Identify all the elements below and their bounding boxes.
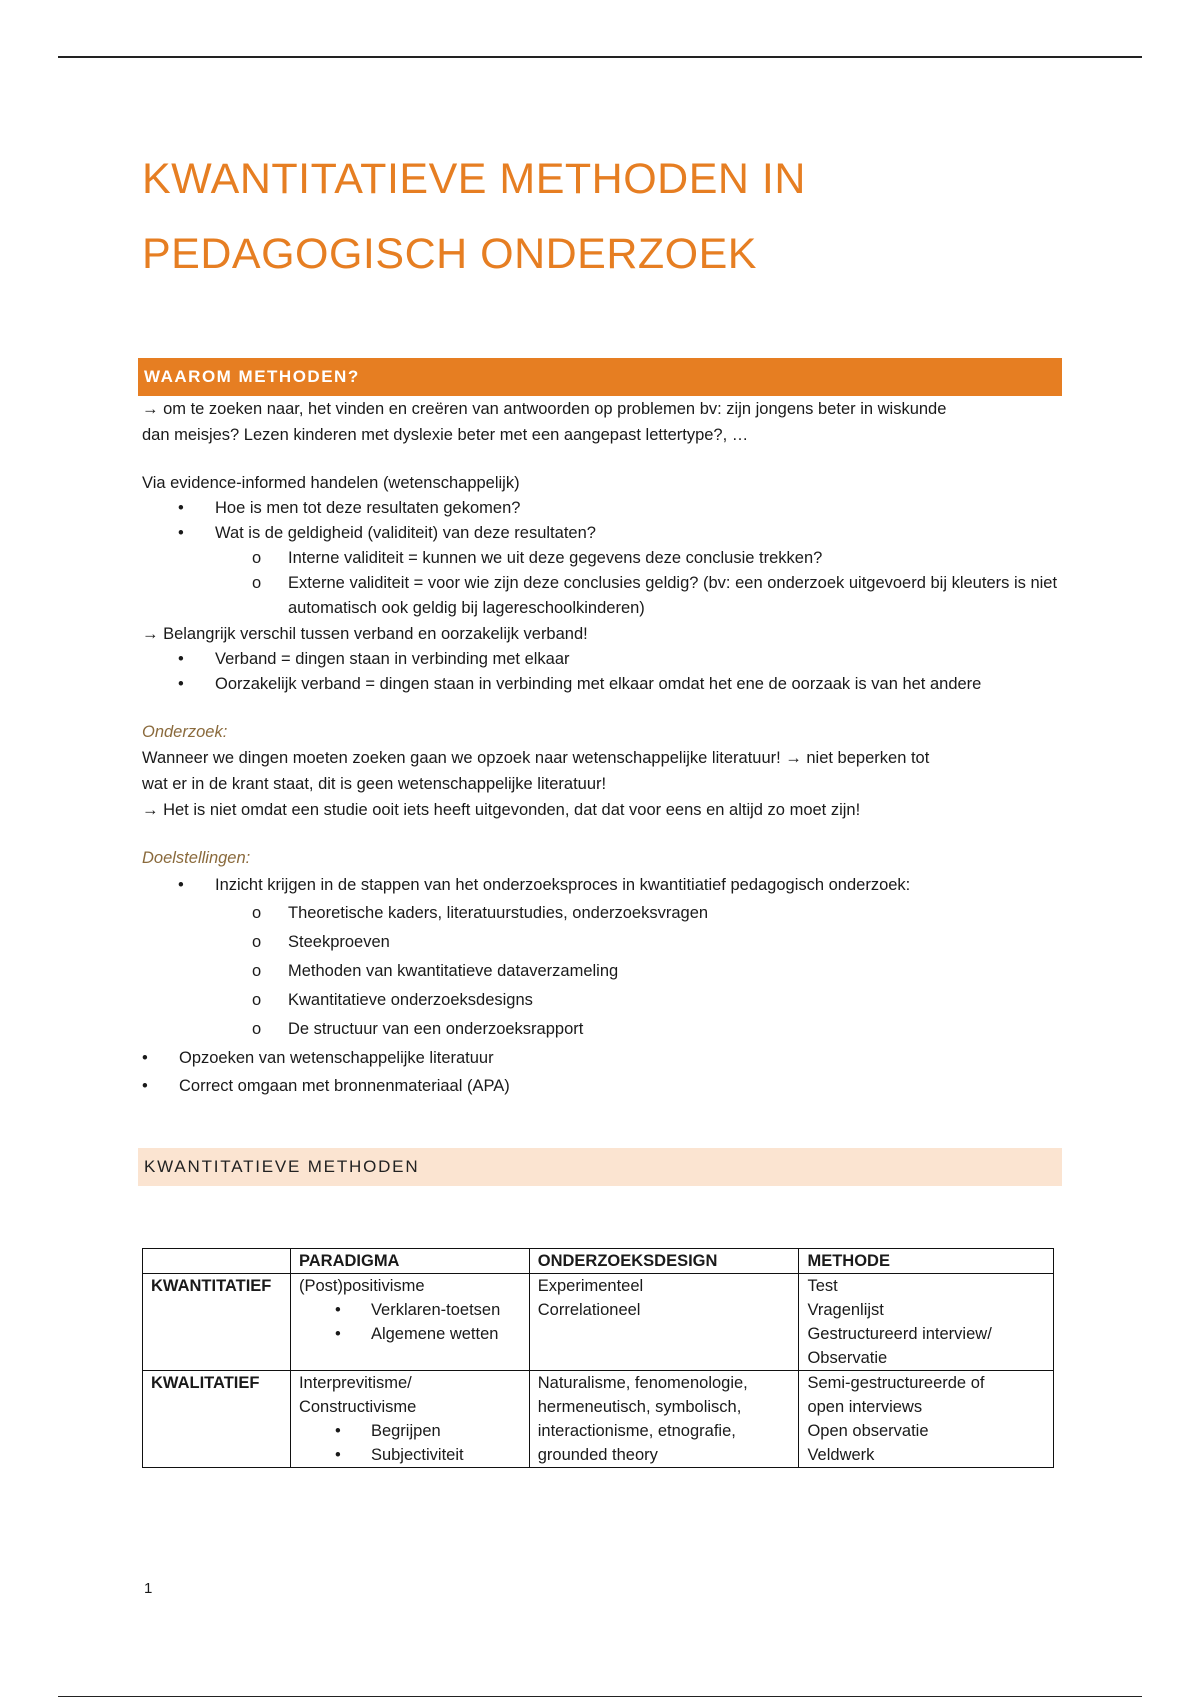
list-item: • Subjectiviteit xyxy=(299,1443,521,1467)
spacer xyxy=(142,697,1062,719)
cell-line: Semi-gestructureerde of xyxy=(807,1374,985,1392)
list-item: • Algemene wetten xyxy=(299,1322,521,1346)
table-header-row xyxy=(143,1249,1054,1274)
title-line-1: KWANTITATIEVE METHODEN IN xyxy=(142,155,806,203)
evidence-list xyxy=(142,496,1062,546)
cell-line: Constructivisme xyxy=(298,1398,417,1416)
list-item: o Theoretische kaders, literatuurstudies, onderzoeksvragen xyxy=(142,899,1062,928)
goals-subheading: Doelstellingen: xyxy=(142,849,251,867)
list-item: o Externe validiteit = voor wie zijn deze conclusies geldig? (bv: een onderzoek uitgevoerd bij kleuters is niet automatisch ook geldig bij lagereschoolkinderen) xyxy=(142,571,1062,621)
paradigm-bullets xyxy=(299,1298,521,1346)
cell-line: Interprevitisme/ xyxy=(298,1374,412,1392)
goals-extra-list xyxy=(142,1044,1062,1100)
section-heading-waarom-methoden: WAAROM METHODEN? xyxy=(138,358,1062,396)
list-item: • Begrijpen xyxy=(299,1419,521,1443)
spacer xyxy=(142,823,1062,845)
list-item: • Oorzakelijk verband = dingen staan in verbinding met elkaar omdat het ene de oorzaak is van het andere xyxy=(142,672,1062,697)
paradigm-bullets xyxy=(299,1419,521,1467)
spacer xyxy=(142,448,1062,470)
cell-line: grounded theory xyxy=(537,1446,658,1464)
methods-table xyxy=(142,1248,1054,1468)
list-item: • Verklaren-toetsen xyxy=(299,1298,521,1322)
table-row xyxy=(143,1371,1054,1468)
list-item: o Methoden van kwantitatieve dataverzameling xyxy=(142,957,1062,986)
goals-sublist xyxy=(142,899,1062,1044)
page-title xyxy=(142,142,1042,292)
table-header-cell: METHODE xyxy=(799,1249,1054,1274)
cell-line: (Post)positivisme xyxy=(298,1277,425,1295)
design-cell xyxy=(529,1274,799,1371)
table-header-cell xyxy=(143,1249,291,1274)
list-item: • Verband = dingen staan in verbinding met elkaar xyxy=(142,647,1062,672)
validity-list xyxy=(142,546,1062,621)
list-item: • Wat is de geldigheid (validiteit) van deze resultaten? xyxy=(142,521,1062,546)
list-item: • Inzicht krijgen in de stappen van het onderzoeksproces in kwantitiatief pedagogisch onderzoek: xyxy=(142,871,1062,899)
cell-line: open interviews xyxy=(807,1398,923,1416)
table-header-cell: ONDERZOEKSDESIGN xyxy=(529,1249,799,1274)
cell-line: hermeneutisch, symbolisch, xyxy=(537,1398,742,1416)
list-item: o Interne validiteit = kunnen we uit deze gegevens deze conclusie trekken? xyxy=(142,546,1062,571)
research-line-1: Wanneer we dingen moeten zoeken gaan we opzoek naar wetenschappelijke literatuur! → niet beperken tot xyxy=(142,749,930,767)
cell-line: Vragenlijst xyxy=(807,1301,884,1319)
design-cell xyxy=(529,1371,799,1468)
cell-line: interactionisme, etnografie, xyxy=(537,1422,736,1440)
research-subheading: Onderzoek: xyxy=(142,723,228,741)
title-line-2: PEDAGOGISCH ONDERZOEK xyxy=(142,230,757,278)
method-cell xyxy=(799,1274,1054,1371)
spacer xyxy=(142,1186,1062,1248)
list-item: • Hoe is men tot deze resultaten gekomen? xyxy=(142,496,1062,521)
intro-line-2: dan meisjes? Lezen kinderen met dyslexie beter met een aangepast lettertype?, … xyxy=(142,426,749,444)
cell-line: Observatie xyxy=(807,1349,888,1367)
difference-list xyxy=(142,647,1062,697)
paradigm-cell xyxy=(290,1274,529,1371)
document-body xyxy=(142,358,1062,1468)
method-cell xyxy=(799,1371,1054,1468)
list-item: o De structuur van een onderzoeksrapport xyxy=(142,1015,1062,1044)
cell-line: Veldwerk xyxy=(807,1446,875,1464)
list-item: • Correct omgaan met bronnenmateriaal (APA) xyxy=(142,1072,1062,1100)
cell-line: Test xyxy=(807,1277,838,1295)
research-line-2: wat er in de krant staat, dit is geen wetenschappelijke literatuur! xyxy=(142,775,607,793)
top-rule xyxy=(58,56,1142,58)
section-heading-kwantitatieve-methoden: KWANTITATIEVE METHODEN xyxy=(138,1148,1062,1186)
evidence-intro: Via evidence-informed handelen (wetenschappelijk) xyxy=(142,474,520,492)
cell-line: Gestructureerd interview/ xyxy=(807,1325,992,1343)
research-line-3: → Het is niet omdat een studie ooit iets heeft uitgevonden, dat dat voor eens en altijd zo moet zijn! xyxy=(142,801,861,819)
cell-line: Open observatie xyxy=(807,1422,929,1440)
table-header-cell: PARADIGMA xyxy=(290,1249,529,1274)
cell-line: Naturalisme, fenomenologie, xyxy=(537,1374,748,1392)
row-label: KWANTITATIEF xyxy=(143,1274,291,1371)
bottom-rule xyxy=(58,1696,1142,1697)
spacer xyxy=(142,1100,1062,1148)
row-label: KWALITATIEF xyxy=(143,1371,291,1468)
list-item: o Kwantitatieve onderzoeksdesigns xyxy=(142,986,1062,1015)
list-item: o Steekproeven xyxy=(142,928,1062,957)
goals-list xyxy=(142,871,1062,899)
intro-line-1: → om te zoeken naar, het vinden en creëren van antwoorden op problemen bv: zijn jongens beter in wiskunde xyxy=(142,400,947,418)
page-number: 1 xyxy=(144,1580,153,1597)
list-item: • Opzoeken van wetenschappelijke literatuur xyxy=(142,1044,1062,1072)
cell-line: Correlationeel xyxy=(537,1301,641,1319)
paradigm-cell xyxy=(290,1371,529,1468)
difference-intro: → Belangrijk verschil tussen verband en oorzakelijk verband! xyxy=(142,625,588,643)
cell-line: Experimenteel xyxy=(537,1277,644,1295)
table-row xyxy=(143,1274,1054,1371)
